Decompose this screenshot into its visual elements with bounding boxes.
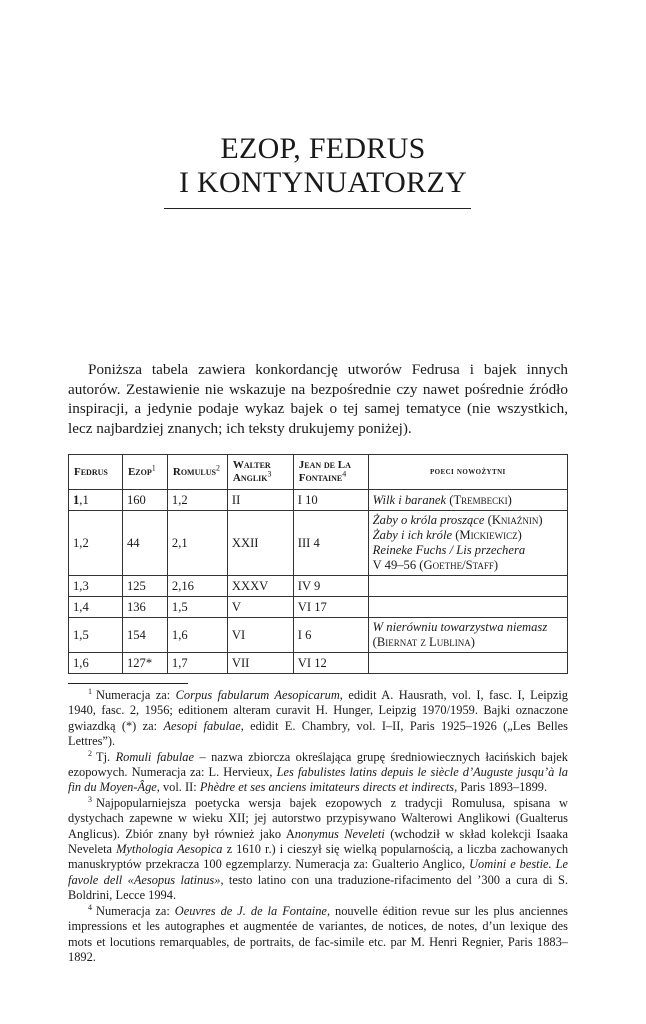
footnote-3: $^3$ Najpopularniejsza poetycka wersja bajek ezopowych z tradycji Romulusa, spisana w dystychach zapewne w wieku XII; jej autorstwo przypisywano Walterowi Anglikowi (Gualterus Anglicus). Zbiór znany był również jako Anonymus Neveleti (wchodził w skład kolekcji Isaaka Neveleta Mythologia Aesopica z 1610 r.) i cieszył się wielką popularnością, a liczba zachowanych manuskryptów przekracza 100 egzemplarzy. Numeracja za: Gualterio Anglico, Uomini e bestie. Le favole dell «Aesopus latinus», testo latino con una traduzione-rifacimento del ’300 a cura di S. Boldrini, Lecce 1994. bbox=[68, 794, 569, 903]
header-jean-de-la-fontaine: Jean de La Fontaine$^4$ bbox=[293, 455, 368, 490]
header-ezop: Ezop$^1$ bbox=[122, 455, 167, 490]
cell-romulus: 1,7 bbox=[167, 653, 227, 674]
cell-jean: VI 17 bbox=[293, 597, 368, 618]
cell-jean: III 4 bbox=[293, 511, 368, 576]
chapter-title bbox=[0, 132, 646, 200]
cell-ezop: 127* bbox=[122, 653, 167, 674]
header-walter-anglik: Walter Anglik$^3$ bbox=[227, 455, 293, 490]
cell-jean: I 10 bbox=[293, 490, 368, 511]
cell-fedrus: 1,6 bbox=[69, 653, 123, 674]
table-row bbox=[69, 511, 568, 576]
cell-poeci: Wilk i baranek (Trembecki) bbox=[368, 490, 567, 511]
table-row bbox=[69, 597, 568, 618]
cell-ezop: 44 bbox=[122, 511, 167, 576]
table-header-row bbox=[69, 455, 568, 490]
footnote-separator bbox=[68, 683, 188, 684]
footnotes bbox=[68, 688, 568, 965]
chapter-title-line-2: I KONTYNUATORZY bbox=[178, 166, 468, 199]
cell-fedrus: 1,4 bbox=[69, 597, 123, 618]
cell-fedrus: 1,3 bbox=[69, 576, 123, 597]
cell-jean: I 6 bbox=[293, 618, 368, 653]
cell-ezop: 160 bbox=[122, 490, 167, 511]
cell-fedrus: 1,5 bbox=[69, 618, 123, 653]
table-row bbox=[69, 653, 568, 674]
cell-romulus: 2,1 bbox=[167, 511, 227, 576]
title-underline bbox=[164, 208, 471, 209]
table-row bbox=[69, 576, 568, 597]
cell-walter: II bbox=[227, 490, 293, 511]
cell-poeci: W nierówniu towarzystwa niemasz (Biernat z Lublina) bbox=[368, 618, 567, 653]
header-fedrus: Fedrus bbox=[69, 455, 123, 490]
cell-romulus: 1,2 bbox=[167, 490, 227, 511]
footnote-2: $^2$ Tj. Romuli fabulae – nazwa zbiorcza określająca grupę średniowiecznych łacińskich bajek ezopowych. Numeracja za: L. Hervieux, Les fabulistes latins depuis le siècle d’Auguste jusqu’à la fin du Moyen-Âge, vol. II: Phèdre et ses anciens imitateurs directs et indirects, Paris 1893–1899. bbox=[68, 748, 568, 795]
cell-fedrus: 1,2 bbox=[69, 511, 123, 576]
cell-romulus: 2,16 bbox=[167, 576, 227, 597]
table-row bbox=[69, 490, 568, 511]
cell-romulus: 1,5 bbox=[167, 597, 227, 618]
cell-poeci: Żaby o króla proszące (Kniaźnin) Żaby i ich króle (Mickiewicz) Reineke Fuchs / Lis przechera V 49–56 (Goethe/Staff) bbox=[368, 511, 567, 576]
footnote-1: $^1$ Numeracja za: Corpus fabularum Aesopicarum, edidit A. Hausrath, vol. I, fasc. I, Leipzig 1940, fasc. 2, 1956; editionem alteram curavit H. Hunger, Leipzig 1970/1959. Bajki oznaczone gwiazdką (*) za: Aesopi fabulae, edidit E. Chambry, vol. I–II, Paris 1925–1926 („Les Belles Lettres”). bbox=[68, 686, 568, 749]
concordance-table bbox=[68, 454, 568, 674]
footnote-4: $^4$ Numeracja za: Oeuvres de J. de la Fontaine, nouvelle édition revue sur les plus anciennes impressions et les autographes et augmentée de variantes, de notices, de notes, d’un lexique des mots et locutions remarquables, de portraits, de fac-simile etc. par M. Henri Regnier, Paris 1883–1892. bbox=[68, 902, 568, 964]
cell-ezop: 125 bbox=[122, 576, 167, 597]
cell-walter: VII bbox=[227, 653, 293, 674]
intro-paragraph: Poniższa tabela zawiera konkordancję utworów Fedrusa i bajek innych autorów. Zestawienie nie wskazuje na bezpośrednie czy nawet pośrednie źródło inspiracji, a jedynie podaje wykaz bajek o tej samej tematyce (nie wszystkich, lecz najbardziej znanych; ich teksty drukujemy poniżej). bbox=[68, 361, 568, 437]
cell-jean: VI 12 bbox=[293, 653, 368, 674]
header-romulus: Romulus$^2$ bbox=[167, 455, 227, 490]
chapter-title-line-1: EZOP, FEDRUS bbox=[220, 132, 426, 165]
cell-walter: XXII bbox=[227, 511, 293, 576]
cell-walter: V bbox=[227, 597, 293, 618]
cell-romulus: 1,6 bbox=[167, 618, 227, 653]
cell-ezop: 154 bbox=[122, 618, 167, 653]
cell-poeci bbox=[368, 653, 567, 674]
cell-walter: VI bbox=[227, 618, 293, 653]
header-poeci-nowozytni: poeci nowożytni bbox=[368, 455, 567, 490]
cell-jean: IV 9 bbox=[293, 576, 368, 597]
cell-walter: XXXV bbox=[227, 576, 293, 597]
cell-ezop: 136 bbox=[122, 597, 167, 618]
cell-poeci bbox=[368, 576, 567, 597]
cell-fedrus: 1,1 bbox=[69, 490, 123, 511]
cell-poeci bbox=[368, 597, 567, 618]
table-row bbox=[69, 618, 568, 653]
